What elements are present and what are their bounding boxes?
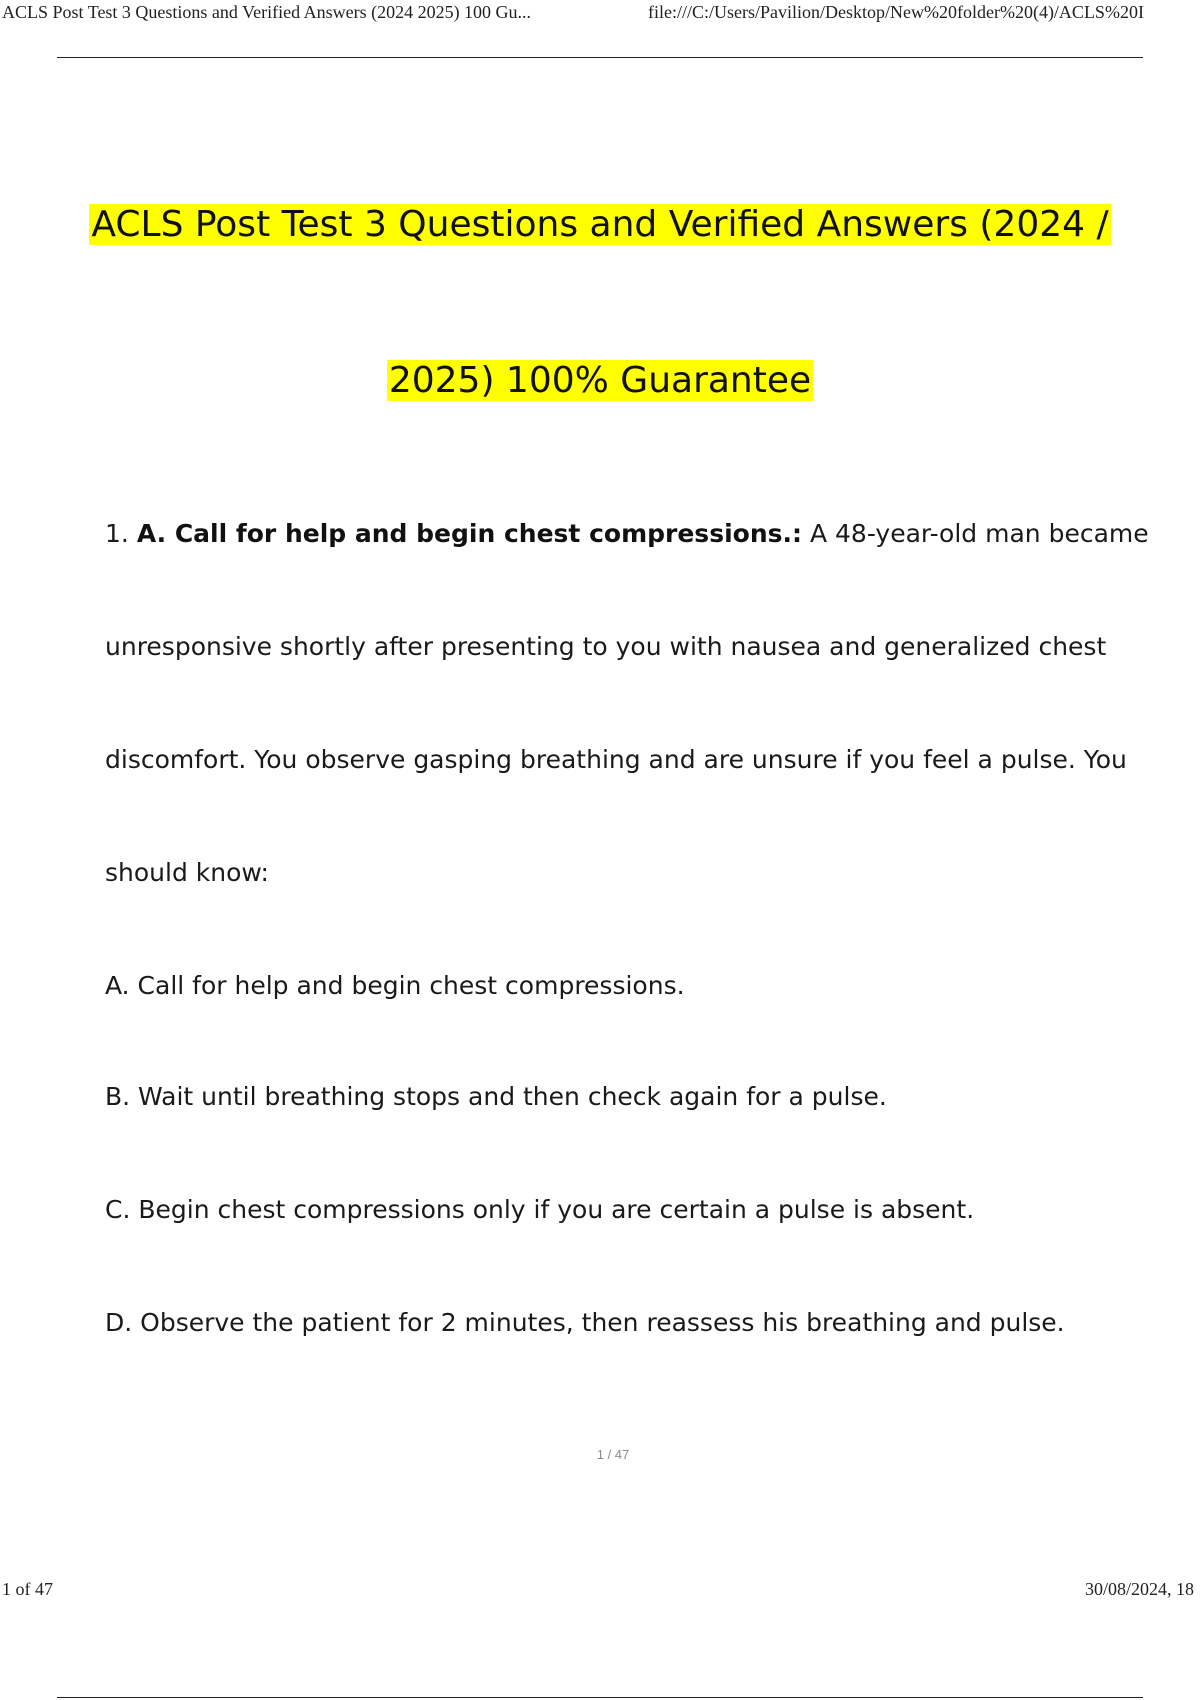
print-header bbox=[0, 0, 1200, 26]
option-d: D. Observe the patient for 2 minutes, then reassess his breathing and pulse. bbox=[105, 1308, 1065, 1337]
document-title-line-1 bbox=[0, 199, 1200, 251]
option-c: C. Begin chest compressions only if you are certain a pulse is absent. bbox=[105, 1195, 975, 1224]
question-1-line-2: unresponsive shortly after presenting to you with nausea and generalized chest bbox=[105, 632, 1107, 661]
page-marker: 1 / 47 bbox=[596, 1447, 630, 1462]
question-1-line-3: discomfort. You observe gasping breathing and are unsure if you feel a pulse. You bbox=[105, 745, 1127, 774]
header-divider bbox=[57, 57, 1143, 58]
question-answer: A. Call for help and begin chest compressions.: bbox=[136, 519, 802, 548]
print-footer-datetime: 30/08/2024, 18 bbox=[1085, 1579, 1195, 1599]
question-number: 1. bbox=[105, 519, 129, 548]
question-1-line-4: should know: bbox=[105, 858, 269, 887]
option-b: B. Wait until breathing stops and then check again for a pulse. bbox=[105, 1082, 887, 1111]
print-header-title: ACLS Post Test 3 Questions and Verified Answers (2024 2025) 100 Gu... bbox=[2, 2, 532, 22]
print-header-url: file:///C:/Users/Pavilion/Desktop/New%20folder%20(4)/ACLS%20I bbox=[648, 2, 1144, 22]
print-footer-page: 1 of 47 bbox=[2, 1579, 53, 1599]
question-text-start: A 48-year-old man became bbox=[809, 519, 1149, 548]
title-highlight-2: 2025) 100% Guarantee bbox=[388, 360, 812, 401]
title-highlight-1: ACLS Post Test 3 Questions and Verified Answers (2024 / bbox=[91, 204, 1109, 245]
question-1-line-1 bbox=[105, 516, 1149, 552]
option-a: A. Call for help and begin chest compressions. bbox=[105, 971, 685, 1000]
footer-divider bbox=[57, 1697, 1143, 1698]
document-title-line-2 bbox=[0, 355, 1200, 407]
